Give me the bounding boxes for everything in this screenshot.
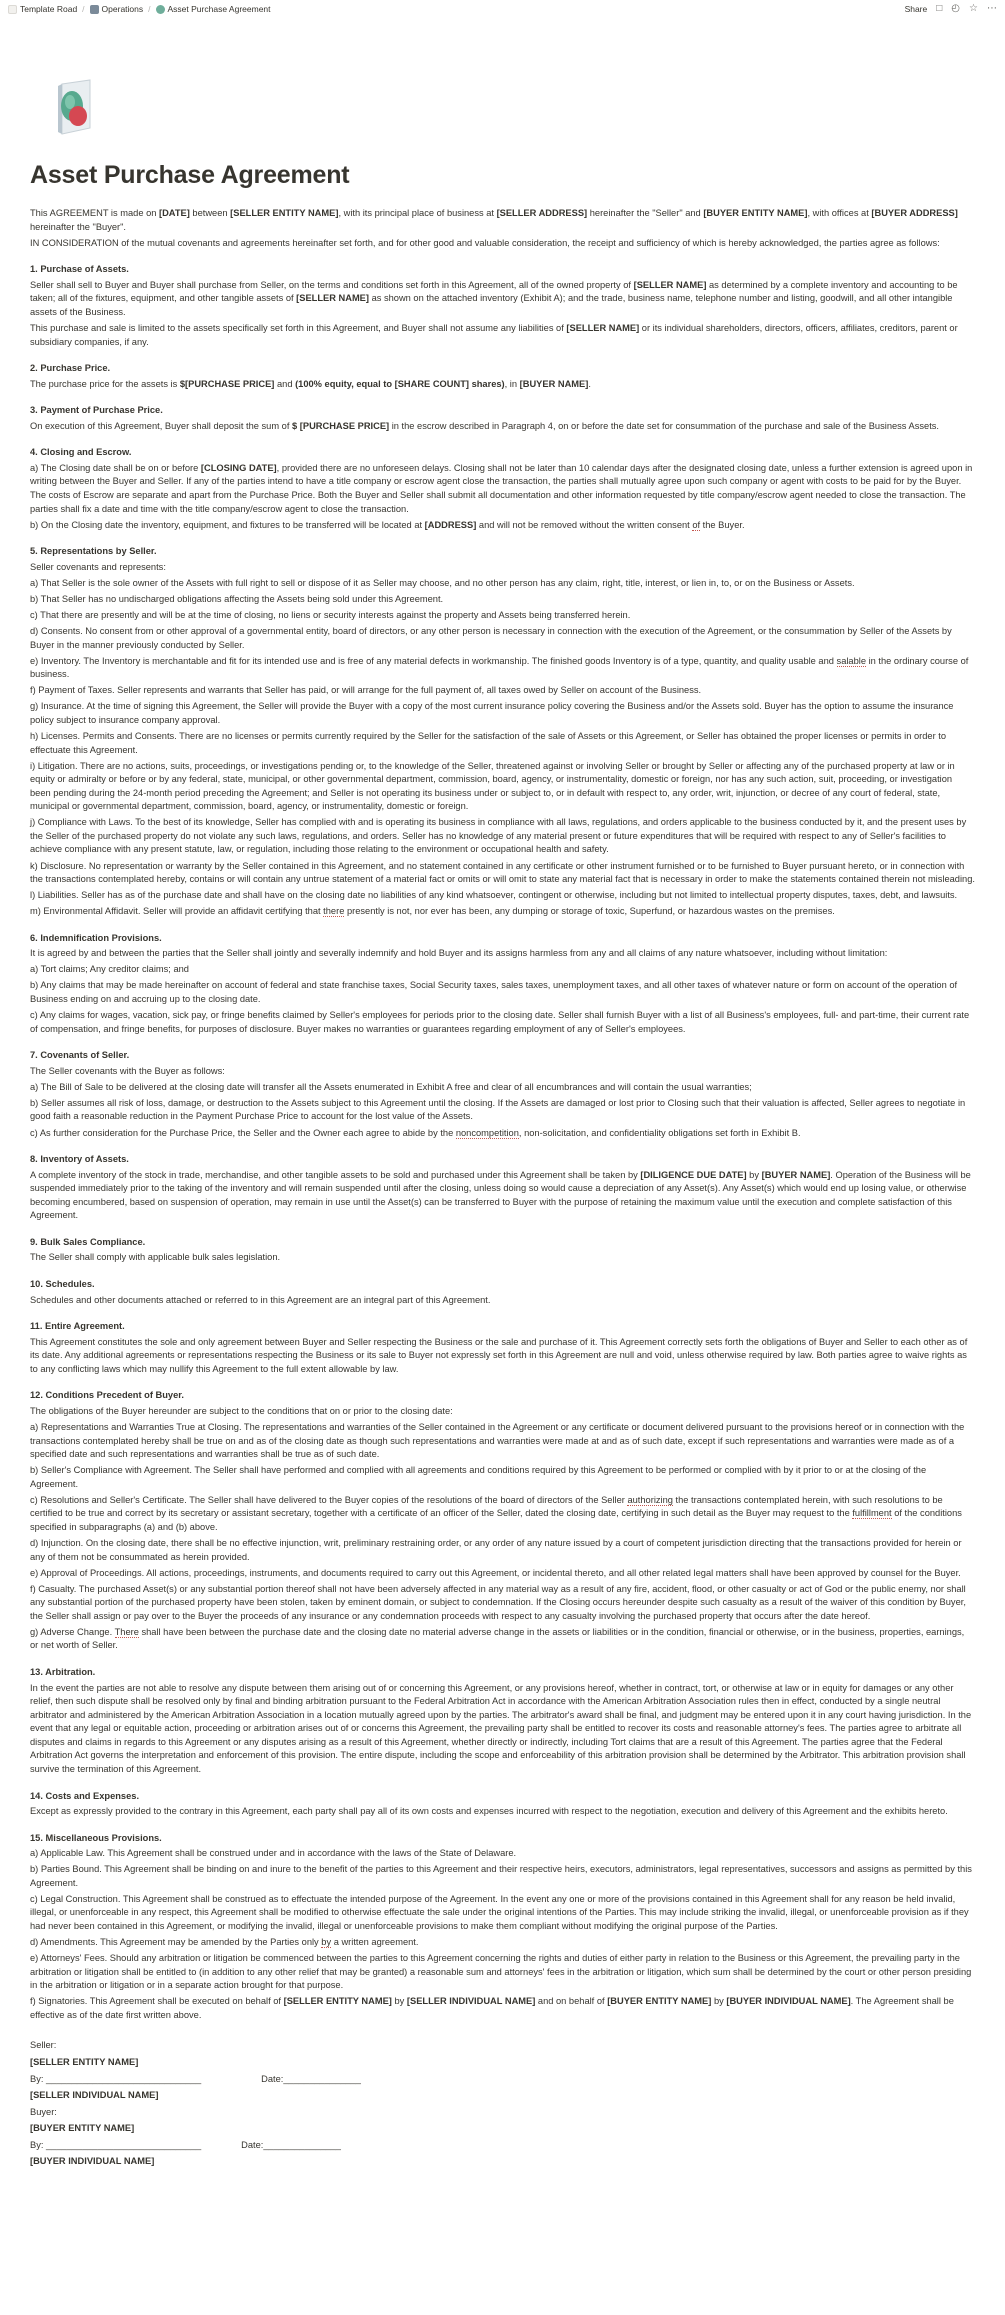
paragraph (30, 1294, 975, 1308)
placeholder-field: [SELLER INDIVIDUAL NAME] (406, 1996, 536, 2007)
section-heading: 2. Purchase Price. (30, 363, 111, 374)
placeholder-field: [ADDRESS] (424, 519, 477, 530)
placeholder-field: [BUYER ADDRESS] (871, 208, 958, 218)
text-run: noncompetition (455, 1127, 519, 1138)
paragraph (30, 947, 975, 961)
text-run: a written agreement. (331, 1937, 419, 1948)
section-heading: 14. Costs and Expenses. (30, 1790, 140, 1801)
text-run: a) That Seller is the sole owner of the Assets with full right to sell or dispose of it as Seller may choose, and no other person has any claim, right, title, interest, or lien in, to, or on the Business or Assets. (30, 577, 855, 588)
text-run: b) Seller's Compliance with Agreement. The Seller shall have performed and complied with all agreements and conditions required by this Agreement to be performed or complied with by it prior to or at the closing of the Agreement. (30, 1465, 927, 1489)
section (30, 1236, 975, 1265)
paragraph (30, 207, 975, 234)
text-run: c) Legal Construction. This Agreement shall be construed as to effectuate the intended purpose of the Agreement. In the event any one or more of the provisions contained in this Agreement shall for any reason be held invalid, illegal, or unenforceable in any respect, this Agreement shall be modified to otherwise effectuate the sale under the original intentions of the Parties. This may include striking the invalid, illegal, or unenforceable provision as if they had never been contained in this Agreement, or modifying the invalid, illegal or unenforceable provisions to make them compliant without modifying the original purpose of the Parties. (30, 1893, 969, 1931)
paragraph (30, 655, 975, 682)
text-run: or its individual shareholders, directors, officers, affiliates, creditors, parent or subsidiary companies, if any. (30, 322, 958, 347)
section (30, 1389, 975, 1653)
document-illustration-icon (42, 76, 106, 140)
paragraph (30, 378, 975, 392)
text-run: A complete inventory of the stock in trade, merchandise, and other tangible assets to be sold and purchased under this Agreement shall be taken by (30, 1169, 641, 1180)
text-run: between (189, 208, 231, 218)
paragraph (30, 1169, 975, 1223)
text-run: h) Licenses. Permits and Consents. There are no licenses or permits currently required by the Seller for the satisfaction of the sale of Assets or this Agreement, or Seller has obtained the proper licenses or permits in order to effectuate this Agreement. (30, 730, 947, 755)
text-run: f) Casualty. The purchased Asset(s) or any substantial portion thereof shall not have been adversely affected in any material way as a result of any fire, accident, flood, or other casualty or act of God or the public enemy, nor shall any substantial portion of the purchased property have been stolen, taken by eminent domain, or subject to condemnation. If the Closing occurs hereunder despite such casualty as a result of the waiver of this condition by Buyer, the Seller shall assign or pay over to the Buyer the proceeds of any insurance or any condemnation proceeds with respect to any casualty involving the purchased property that occurs after the date hereof. (30, 1583, 966, 1621)
text-run: . Operation of the Business will be suspended immediately prior to the taking of the inventory and will remain suspended until after the closing, unless doing so would cause a depreciation of any Asset(s). Any Asset(s) which would end up losing value, or otherwise becoming encumbered, based on suspension of operation, may remain in use until the Asset(s) can be transferred to Buyer with the purpose of retaining the maximum value until the execution and complete satisfaction of this Agreement. (30, 1169, 971, 1221)
paragraph (30, 1421, 975, 1462)
text-run: shall have been between the purchase date and the closing date no material adverse change in the assets or liabilities or in the condition, financial or otherwise, or in the business, properties, earnings, or net worth of Seller. (30, 1626, 965, 1651)
paragraph (30, 561, 975, 575)
text-run: the Buyer. (700, 519, 745, 530)
paragraph (30, 700, 975, 727)
paragraph (30, 1081, 975, 1095)
section (30, 263, 975, 349)
text-run: by (321, 1937, 332, 1948)
section (30, 1049, 975, 1140)
text-run: d) Injunction. On the closing date, there shall be no effective injunction, writ, preliminary restraining order, or any order of any nature issued by a court of competent jurisdiction directing that the transactions provided for herein or any of them not be consummated as herein provided. (30, 1538, 962, 1562)
workspace-icon (8, 5, 17, 14)
comment-icon[interactable]: □ (936, 2, 943, 14)
text-run: e) Attorneys' Fees. Should any arbitration or litigation be commenced between the parties to this Agreement concerning the rights and duties of either party in relation to the Business or this Agreement, the prevailing party in the arbitration or litigation shall be entitled to (in addition to any other relief that may be granted) a reasonable sum and attorneys' fees in the arbitration or litigation, which sum shall be determined by the court or other person presiding in the arbitration or litigation or in a separate action brought for that purpose. (30, 1953, 972, 1991)
text-run: IN CONSIDERATION of the mutual covenants and agreements hereinafter set forth, and for other good and valuable consideration, the receipt and sufficiency of which is hereby acknowledged, the parties agree as follows: (30, 237, 940, 248)
paragraph (30, 1336, 975, 1377)
text-run: a) Applicable Law. This Agreement shall be construed under and in accordance with the laws of the State of Delaware. (30, 1848, 517, 1859)
section (30, 404, 975, 433)
text-run: The purchase price for the assets is (30, 378, 180, 389)
text-run: of the conditions specified in subparagraphs (a) and (b) above. (30, 1508, 962, 1532)
paragraph (30, 1567, 975, 1581)
text-run: b) Any claims that may be made hereinafter on account of federal and state franchise taxes, Social Security taxes, sales taxes, unemployment taxes, and all other taxes of whatever nature or form on account of the operation of Business ending on and accruing up to the closing date. (30, 980, 958, 1004)
paragraph (30, 1626, 975, 1653)
text-run: in the ordinary course of business. (30, 655, 969, 680)
sections (30, 263, 975, 2022)
text-run: by (391, 1996, 407, 2007)
paragraph (30, 1936, 975, 1950)
text-run: This Agreement constitutes the sole and only agreement between Buyer and Seller respecting the Business or the sale and purchase of it. This Agreement correctly sets forth the obligations of Buyer and Seller to each other as of its date. Any additional agreements or representations respecting the Business or its sale to Buyer not expressly set forth in this Agreement are null and void, unless otherwise required by law. Both parties agree to waive rights as to any conflicting laws which may nullify this Agreement to the full extent allowable by law. (30, 1336, 968, 1374)
text-run: m) Environmental Affidavit. Seller will provide an affidavit certifying that (30, 906, 324, 917)
text-run: a) The Bill of Sale to be delivered at the closing date will transfer all the Assets enumerated in Exhibit A free and clear of all encumbrances and will contain the usual warranties; (30, 1081, 752, 1092)
paragraph (30, 1251, 975, 1265)
section-heading: 9. Bulk Sales Compliance. (30, 1236, 146, 1247)
section-heading: 3. Payment of Purchase Price. (30, 405, 163, 416)
text-run: , non-solicitation, and confidentiality obligations set forth in Exhibit B. (518, 1127, 801, 1138)
text-run: g) Adverse Change. (30, 1626, 115, 1637)
paragraph (30, 1995, 975, 2022)
breadcrumb-current[interactable]: Asset Purchase Agreement (156, 3, 271, 15)
buyer-signature-line: By: ______________________________ Date:_______________ (30, 2139, 341, 2150)
text-run: There (114, 1626, 139, 1637)
paragraph (30, 1127, 975, 1141)
placeholder-field: [SELLER ENTITY NAME] (230, 208, 339, 218)
paragraph (30, 237, 975, 251)
text-run: fulfillment (852, 1508, 892, 1519)
text-run: , with its principal place of business at (338, 208, 497, 218)
page-title: Asset Purchase Agreement (30, 161, 350, 189)
text-run: . (588, 378, 591, 389)
page-icon-small (156, 5, 165, 14)
text-run: and will not be removed without the written consent (476, 519, 693, 530)
placeholder-field: [SELLER NAME] (566, 322, 640, 333)
text-run: b) Seller assumes all risk of loss, damage, or destruction to the Assets subject to this Agreement until the closing. If the Assets are damaged or lost prior to Closing such that their valuation is affected, Seller agrees to negotiate in good faith a reasonable reduction in the Payment Purchase Price to account for the lost value of the Assets. (30, 1097, 966, 1122)
text-run: by (711, 1996, 727, 2007)
text-run: i) Litigation. There are no actions, suits, proceedings, or investigations pending or, to the knowledge of the Seller, threatened against or involving Seller or brought by Seller or affecting any of the purchased property at law or in equity or admiralty or before or by any federal, state, municipal, or other governmental department, commission, board, agency, or instrumentality, domestic or foreign, nor has any such action, suit, proceeding, or investigation been pending during the 24-month period preceding the Agreement; and Seller is not operating its business under or subject to, or in default with respect to, any order, writ, injunction, or decree of any court of federal, state, municipal or governmental department, commission, board, agency, or instrumentality, domestic or foreign. (30, 760, 955, 812)
text-run: f) Payment of Taxes. Seller represents and warrants that Seller has paid, or will arrange for the full payment of, all taxes owed by Seller on account of the Business. (30, 685, 702, 696)
text-run: b) Parties Bound. This Agreement shall be binding on and inure to the benefit of the parties to this Agreement and their respective heirs, executors, administrators, legal representatives, successors and assigns as permitted by this Agreement. (30, 1864, 972, 1888)
signature-block (30, 2039, 975, 2169)
paragraph (30, 979, 975, 1006)
paragraph (30, 1494, 975, 1535)
placeholder-field: [SELLER NAME] (296, 293, 369, 304)
paragraph (30, 625, 975, 652)
page-actions (905, 2, 997, 17)
section (30, 932, 975, 1036)
paragraph (30, 1583, 975, 1624)
placeholder-field: [BUYER INDIVIDUAL NAME] (726, 1996, 851, 2007)
paragraph (30, 1805, 975, 1819)
paragraph (30, 519, 975, 533)
paragraph (30, 609, 975, 623)
section (30, 1278, 975, 1307)
text-run: This AGREEMENT is made on (30, 208, 159, 218)
paragraph (30, 1863, 975, 1890)
text-run: a) The Closing date shall be on or before (30, 462, 201, 473)
section-heading: 8. Inventory of Assets. (30, 1154, 129, 1165)
section (30, 1832, 975, 2023)
section-heading: 15. Miscellaneous Provisions. (30, 1832, 162, 1843)
placeholder-field: [DILIGENCE DUE DATE] (640, 1169, 747, 1180)
paragraph (30, 462, 975, 516)
seller-entity: [SELLER ENTITY NAME] (30, 2057, 139, 2067)
text-run: The obligations of the Buyer hereunder are subject to the conditions that on or prior to the closing date: (30, 1405, 453, 1416)
text-run: f) Signatories. This Agreement shall be executed on behalf of (30, 1996, 284, 2007)
text-run: as shown on the attached inventory (Exhibit A); and the trade, business name, telephone number and listing, goodwill, and all other intangible assets of the Business. (30, 293, 953, 317)
page-icon[interactable] (42, 76, 106, 140)
text-run: hereinafter the "Seller" and (587, 208, 704, 218)
text-run: by (746, 1169, 762, 1180)
section-heading: 12. Conditions Precedent of Buyer. (30, 1390, 184, 1401)
placeholder-field: [BUYER ENTITY NAME] (607, 1996, 712, 2007)
placeholder-field: [BUYER ENTITY NAME] (703, 208, 808, 218)
text-run: , provided there are no unforeseen delays. Closing shall not be later than 10 calendar days after the designated closing date, unless a further extension is agreed upon in writing between the Buyer and Seller. If any of the parties intend to have a title company or escrow agent close the transaction, the parties shall mutually agree upon such company or agent with costs to be paid for by the Buyer. The costs of Escrow are separate and apart from the Purchase Price. Both the Buyer and Seller shall submit all documentation and other information requested by title company/escrow agent needed to close the transaction. The parties shall fix a date and time with the title company/escrow agent to close the transaction. (30, 462, 973, 514)
paragraph (30, 1464, 975, 1491)
section-heading: 1. Purchase of Assets. (30, 264, 129, 275)
text-run: Seller shall sell to Buyer and Buyer shall purchase from Seller, on the terms and conditions set forth in this Agreement, all of the owned property of (30, 279, 634, 290)
paragraph (30, 279, 975, 320)
paragraph (30, 889, 975, 903)
text-run: k) Disclosure. No representation or warranty by the Seller contained in this Agreement, and no statement contained in any certificate or other instrument furnished or to be furnished to Buyer pursuant hereto, or in connection with the transactions contemplated hereby, contains or will contain any untrue statement of a material fact or omits or will omit to state any material fact that is necessary in order to make the statements contained therein not misleading. (30, 860, 975, 885)
placeholder-field: (100% equity, equal to [SHARE COUNT] shares) (295, 378, 505, 389)
paragraph (30, 420, 975, 434)
text-run: hereinafter the "Buyer". (30, 221, 127, 232)
folder-icon (90, 5, 99, 14)
section-heading: 10. Schedules. (30, 1279, 95, 1289)
paragraph (30, 963, 975, 977)
text-run: as determined by a complete inventory and accounting to be taken; all of the fixtures, equipment, and other tangible assets of (30, 279, 958, 304)
text-run: l) Liabilities. Seller has as of the purchase date and shall have on the closing date no liabilities of any kind whatsoever, contingent or otherwise, including but not limited to intellectual property disputes, taxes, debt, and lawsuits. (30, 890, 958, 901)
text-run: a) Representations and Warranties True at Closing. The representations and warranties of the Seller contained in the Agreement or any certificate or document delivered pursuant to the provisions hereof or in connection with the transactions contemplated hereby shall be true on and as of the closing date as though such representations and warranties were made at and as of such date, except if such representations and warranties were made as of a specified date and such representations and warranties shall be true as of such date. (30, 1422, 965, 1460)
text-run: The Seller covenants with the Buyer as follows: (30, 1065, 225, 1076)
text-run: d) Consents. No consent from or other approval of a governmental entity, board of directors, or any other person is necessary in connection with the execution of the Agreement, or the consummation by Seller of the Assets by Buyer in the manner previously conducted by Seller. (30, 626, 952, 650)
text-run: Seller covenants and represents: (30, 561, 166, 572)
paragraph (30, 905, 975, 919)
intro (30, 207, 975, 250)
placeholder-field: [BUYER NAME] (761, 1169, 831, 1180)
breadcrumb-separator: / (148, 3, 151, 14)
text-run: b) That Seller has no undischarged obligations affecting the Assets being sold under this Agreement. (30, 593, 444, 604)
text-run: e) Approval of Proceedings. All actions, proceedings, instruments, and documents required to carry out this Agreement, or incidental thereto, and all other related legal matters shall have been approved by counsel for the Buyer. (30, 1567, 961, 1578)
section-heading: 11. Entire Agreement. (30, 1321, 125, 1332)
text-run: there (323, 906, 345, 917)
section-heading: 4. Closing and Escrow. (30, 447, 132, 458)
placeholder-field: [BUYER NAME] (519, 378, 589, 389)
section (30, 446, 975, 532)
text-run: On execution of this Agreement, Buyer shall deposit the sum of (30, 420, 293, 431)
paragraph (30, 1065, 975, 1079)
section (30, 1320, 975, 1376)
paragraph (30, 1009, 975, 1036)
breadcrumb-workspace[interactable]: Template Road (8, 3, 77, 15)
seller-label: Seller: (30, 2040, 57, 2051)
seller-signature-line: By: ______________________________ Date:_______________ (30, 2073, 361, 2084)
text-run: authorizing (627, 1494, 673, 1505)
text-run: and (274, 378, 296, 389)
text-run: c) Any claims for wages, vacation, sick pay, or fringe benefits claimed by Seller's employees for periods prior to the closing date. Seller shall furnish Buyer with a list of all Business's employees, full- and part-time, their current rate of compensation, and fringe benefits, for purposes of disclosure. Buyer makes no warranties or guarantees regarding employment of any of Seller's employees. (30, 1010, 970, 1034)
text-run: salable (836, 655, 867, 666)
section (30, 1666, 975, 1777)
placeholder-field: $ [PURCHASE PRICE] (292, 420, 390, 431)
paragraph (30, 1952, 975, 1993)
breadcrumb-parent[interactable]: Operations (90, 3, 144, 15)
placeholder-field: [DATE] (159, 208, 190, 218)
section (30, 1153, 975, 1223)
page-content (0, 76, 1005, 2169)
star-icon[interactable]: ☆ (969, 2, 978, 14)
section-heading: 13. Arbitration. (30, 1667, 96, 1677)
text-run: and on behalf of (535, 1996, 608, 2007)
text-run: c) As further consideration for the Purchase Price, the Seller and the Owner each agree to abide by the (30, 1127, 456, 1138)
share-button[interactable]: Share (904, 3, 928, 14)
paragraph (30, 1847, 975, 1861)
placeholder-field: [SELLER NAME] (633, 279, 707, 290)
paragraph (30, 1097, 975, 1124)
text-run: It is agreed by and between the parties that the Seller shall jointly and severally indemnify and hold Buyer and its assigns harmless from any and all claims of any nature whatsoever, including without limitation: (30, 948, 888, 959)
section-heading: 6. Indemnification Provisions. (30, 932, 162, 943)
text-run: e) Inventory. The Inventory is merchantable and fit for its intended use and is free of any material defects in workmanship. The finished goods Inventory is of a type, quantity, and quality usable and (30, 655, 837, 666)
text-run: d) Amendments. This Agreement may be amended by the Parties only (30, 1937, 322, 1948)
breadcrumb-separator: / (82, 3, 85, 14)
paragraph (30, 322, 975, 349)
placeholder-field: $[PURCHASE PRICE] (179, 378, 275, 389)
text-run: the transactions contemplated herein, with such resolutions to be certified to be true and correct by its secretary or assistant secretary, together with a certificate of an officer of the Seller, dated the closing date, certifying in such detail as the Buyer may request to the (30, 1494, 943, 1519)
paragraph (30, 593, 975, 607)
top-bar (0, 0, 1005, 18)
text-run: . The Agreement shall be effective as of the date first written above. (30, 1996, 954, 2020)
section (30, 362, 975, 391)
paragraph (30, 860, 975, 887)
text-run: c) Resolutions and Seller's Certificate. The Seller shall have delivered to the Buyer copies of the resolutions of the board of directors of the Seller (30, 1494, 628, 1505)
buyer-label: Buyer: (30, 2106, 57, 2117)
text-run: in the escrow described in Paragraph 4, on or before the date set for consummation of the purchase and sale of the Business Assets. (389, 420, 940, 431)
text-run: c) That there are presently and will be at the time of closing, no liens or security interests against the property and Assets being transferred herein. (30, 609, 631, 620)
more-icon[interactable]: ⋯ (987, 2, 997, 14)
breadcrumb (8, 3, 271, 15)
text-run: j) Compliance with Laws. To the best of its knowledge, Seller has complied with and is operating its business in compliance with all laws, regulations, and orders applicable to the business conducted by it, and the present uses by the Seller of the purchased property do not violate any such laws, regulations, and orders. Seller has no knowledge of any material present or future expenditures that will be required with respect to any of Seller's facilities to achieve compliance with any present statute, law, or regulation, including those relating to the environment or occupational health and safety. (30, 817, 967, 855)
placeholder-field: [SELLER ADDRESS] (496, 208, 588, 218)
text-run: This purchase and sale is limited to the assets specifically set forth in this Agreement, and Buyer shall not assume any liabilities of (30, 322, 567, 333)
text-run: presently is not, nor ever has been, any dumping or storage of toxic, Superfund, or hazardous wastes on the premises. (344, 906, 835, 917)
section-heading: 5. Representations by Seller. (30, 546, 157, 557)
paragraph (30, 730, 975, 757)
paragraph (30, 1405, 975, 1419)
placeholder-field: [CLOSING DATE] (200, 462, 277, 473)
text-run: Schedules and other documents attached or referred to in this Agreement are an integral part of this Agreement. (30, 1294, 491, 1305)
text-run: g) Insurance. At the time of signing this Agreement, the Seller will provide the Buyer with a copy of the most current insurance policy covering the Business and/or the Assets sold. Buyer has the option to assume the insurance policy subject to insurance company approval. (30, 701, 954, 725)
placeholder-field: [SELLER ENTITY NAME] (283, 1996, 392, 2007)
paragraph (30, 1537, 975, 1564)
text-run: , with offices at (807, 208, 872, 218)
paragraph (30, 760, 975, 814)
paragraph (30, 816, 975, 857)
section (30, 1790, 975, 1819)
text-run: , in (504, 378, 520, 389)
text-run: of (692, 519, 701, 530)
buyer-entity: [BUYER ENTITY NAME] (30, 2123, 135, 2134)
paragraph (30, 684, 975, 698)
text-run: Except as expressly provided to the contrary in this Agreement, each party shall pay all of its own costs and expenses incurred with respect to the negotiation, execution and delivery of this Agreement and the exhibits hereto. (30, 1806, 948, 1817)
paragraph (30, 1893, 975, 1934)
clock-icon[interactable]: ◴ (951, 2, 961, 14)
text-run: a) Tort claims; Any creditor claims; and (30, 964, 189, 975)
text-run: b) On the Closing date the inventory, equipment, and fixtures to be transferred will be located at (30, 519, 425, 530)
section (30, 545, 975, 919)
text-run: The Seller shall comply with applicable bulk sales legislation. (30, 1252, 281, 1263)
paragraph (30, 1682, 975, 1777)
seller-individual: [SELLER INDIVIDUAL NAME] (30, 2090, 159, 2101)
paragraph (30, 577, 975, 591)
section-heading: 7. Covenants of Seller. (30, 1050, 130, 1061)
buyer-individual: [BUYER INDIVIDUAL NAME] (30, 2156, 155, 2167)
text-run: In the event the parties are not able to resolve any dispute between them arising out of or concerning this Agreement, or any provisions hereof, whether in contract, tort, or otherwise at law or in equity for damages or any other relief, then such dispute shall be resolved only by final and binding arbitration pursuant to the Federal Arbitration Act in accordance with the American Arbitration Association rules then in effect, conducted by a single neutral arbitrator and administered by the American Arbitration Association in a location mutually agreed upon by the parties. The arbitrator's award shall be final, and judgment may be entered upon it in any court having jurisdiction. In the event that any legal or equitable action, proceeding or arbitration arises out of or concerns this Agreement, the prevailing party shall be entitled to recover its costs and reasonable attorney's fees. The parties agree to arbitrate all disputes and claims in regards to this Agreement or any disputes arising as a result of this Agreement, whether directly or indirectly, including Tort claims that are a result of this Agreement. The parties agree that the Federal Arbitration Act governs the interpretation and enforcement of this provision. The entire dispute, including the scope and enforceability of this arbitration provision shall be determined by the Arbitrator. This arbitration provision shall survive the termination of this Agreement. (30, 1682, 972, 1774)
